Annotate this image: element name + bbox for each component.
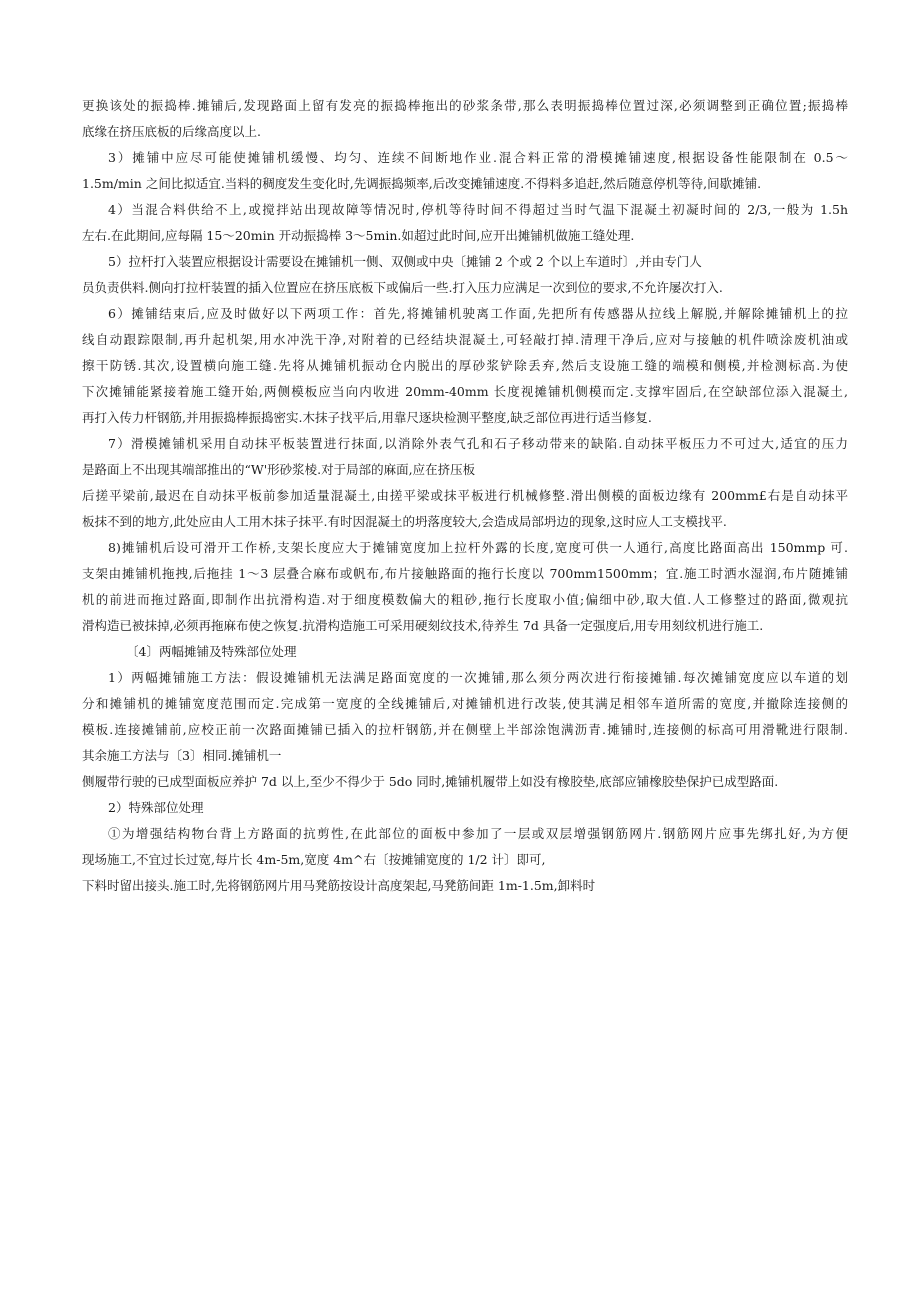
text-line: 现场施工,不宜过长过宽,每片长 4m-5m,宽度 4m^右〔按摊铺宽度的 1/2 计〕即可, <box>82 852 546 867</box>
text-line: 底缘在挤压底板的后缘高度以上. <box>82 124 261 139</box>
text-line: 员负责供料.侧向打拉杆装置的插入位置应在挤压底板下或偏后一些.打入压力应满足一次到位的要求,不允许屡次打入. <box>82 280 723 295</box>
text-line: 其余施工方法与〔3〕相同.摊铺机一 <box>82 748 282 763</box>
text-line: 7）滑模摊铺机采用自动抹平板装置进行抹面,以消除外表气孔和石子移动带来的缺陷.自动抹平板压力不可过大,适宜的压力 <box>108 436 848 451</box>
text-line: 滑构造已被抹掉,必须再拖麻布使之恢复.抗滑构造施工可采用硬刻纹技术,待养生 7d 具备一定强度后,用专用刻纹机进行施工. <box>82 618 764 633</box>
text-line: 3）摊铺中应尽可能使摊铺机缓慢、均匀、连续不间断地作业.混合料正常的滑模摊铺速度,根据设备性能限制在 0.5～ <box>108 150 848 165</box>
text-line: 是路面上不出现其端部推出的“W'形砂浆棱.对于局部的麻面,应在挤压板 <box>82 462 476 477</box>
text-line: 6）摊铺结束后,应及时做好以下两项工作：首先,将摊铺机驶离工作面,先把所有传感器从拉线上解脱,并解除摊铺机上的拉 <box>108 306 848 321</box>
text-line: 2）特殊部位处理 <box>108 800 204 815</box>
text-line: 5）拉杆打入装置应根据设计需要设在摊铺机一侧、双侧或中央〔摊铺 2 个或 2 个以上车道时〕,并由专门人 <box>108 254 702 269</box>
text-line: 分和摊铺机的摊铺宽度范围而定.完成第一宽度的全线摊铺后,对摊铺机进行改装,使其满足相邻车道所需的宽度,并撤除连接侧的 <box>82 696 848 711</box>
text-line: 侧履带行驶的已成型面板应养护 7d 以上,至少不得少于 5do 同时,摊铺机履带上如没有橡胶垫,底部应铺橡胶垫保护已成型路面. <box>82 774 779 789</box>
text-line: 左右.在此期间,应每隔 15～20min 开动振捣棒 3～5min.如超过此时间,应开出摊铺机做施工缝处理. <box>82 228 635 243</box>
text-line: 更换该处的振捣棒.摊铺后,发现路面上留有发亮的振捣棒拖出的砂浆条带,那么表明振捣棒位置过深,必须调整到正确位置;振捣棒 <box>82 98 848 113</box>
text-line: 1.5m/min 之间比拟适宜.当料的稠度发生变化时,先调振捣频率,后改变摊铺速度.不得料多追赶,然后随意停机等待,间歇摊铺. <box>82 176 762 191</box>
text-line: ①为增强结构物台背上方路面的抗剪性,在此部位的面板中参加了一层或双层增强钢筋网片.钢筋网片应事先绑扎好,为方便 <box>108 826 848 841</box>
text-line: 模板.连接摊铺前,应校正前一次路面摊铺已插入的拉杆钢筋,并在侧壁上半部涂饱满沥青.摊铺时,连接侧的标高可用滑靴进行限制. <box>82 722 848 737</box>
text-line: 1）两幅摊铺施工方法：假设摊铺机无法满足路面宽度的一次摊铺,那么须分两次进行衔接摊铺.每次摊铺宽度应以车道的划 <box>108 670 848 685</box>
document-body <box>82 95 848 901</box>
text-line: 8)摊铺机后设可滑开工作桥,支架长度应大于摊铺宽度加上拉杆外露的长度,宽度可供一人通行,高度比路面高出 150mmp 可. <box>108 540 848 555</box>
text-line: 机的前进而拖过路面,即制作出抗滑构造.对于细度模数偏大的粗砂,拖行长度取小值;偏细中砂,取大值.人工修整过的路面,微观抗 <box>82 592 848 607</box>
text-line: 再打入传力杆钢筋,并用振捣棒振捣密实.木抹子找平后,用靠尺逐块检测平整度,缺乏部位再进行适当修复. <box>82 410 652 425</box>
text-line: 后搓平梁前,最迟在自动抹平板前参加适量混凝土,由搓平梁或抹平板进行机械修整.滑出侧模的面板边缘有 200mm£右是自动抹平 <box>82 488 848 503</box>
text-line: 下次摊铺能紧接着施工缝开始,两侧模板应当向内收进 20mm-40mm 长度视摊铺机侧模而定.支撑牢固后,在空缺部位添入混凝土, <box>82 384 848 399</box>
text-line: 支架由摊铺机拖拽,后拖挂 1～3 层叠合麻布或帆布,布片接触路面的拖行长度以 700mm1500mm；宜.施工时洒水湿润,布片随摊铺 <box>82 566 848 581</box>
section-heading: 〔4〕两幅摊铺及特殊部位处理 <box>126 644 297 659</box>
text-line: 下料时留出接头.施工时,先将钢筋网片用马凳筋按设计高度架起,马凳筋间距 1m-1.5m,卸料时 <box>82 878 596 893</box>
text-line: 4）当混合料供给不上,或搅拌站出现故障等情况时,停机等待时间不得超过当时气温下混凝土初凝时间的 2/3,一般为 1.5h <box>108 202 848 217</box>
text-line: 线自动跟踪限制,再升起机架,用水冲洗干净,对附着的已经结块混凝土,可轻敲打掉.清理干净后,应对与接触的机件喷涂废机油或 <box>82 332 848 347</box>
text-line: 板抹不到的地方,此处应由人工用木抹子抹平.有时因混凝土的坍落度较大,会造成局部坍边的现象,这时应人工支模找平. <box>82 514 727 529</box>
text-line: 擦干防锈.其次,设置横向施工缝.先将从摊铺机振动仓内脱出的厚砂浆铲除丢弃,然后支设施工缝的端模和侧模,并检测标高.为使 <box>82 358 848 373</box>
